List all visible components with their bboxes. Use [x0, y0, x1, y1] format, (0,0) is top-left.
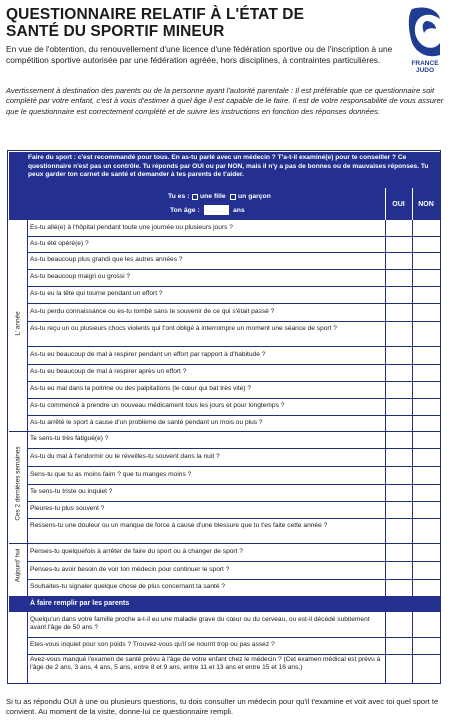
answer-oui-cell[interactable]	[386, 501, 412, 517]
row-divider	[27, 303, 440, 304]
answer-non-cell[interactable]	[413, 346, 440, 363]
question-text: Penses-tu quelquefois à arrêter de faire du sport ou à changer de sport ?	[30, 547, 243, 555]
answer-non-cell[interactable]	[413, 612, 440, 636]
ans-label: ans	[233, 207, 245, 214]
question-text: As-tu été opéré(e) ?	[30, 239, 89, 247]
question-text: As-tu perdu connaissance ou es-tu tombé sans te souvenir de ce qui s'était passé ?	[30, 307, 275, 315]
answer-non-cell[interactable]	[413, 321, 440, 345]
row-divider	[27, 415, 440, 416]
row-divider	[27, 637, 440, 638]
row-divider	[27, 561, 440, 562]
question-text: As-tu eu mal dans la poitrine ou des palpitations (le cœur qui bat très vite) ?	[30, 385, 252, 393]
answer-oui-cell[interactable]	[386, 381, 412, 397]
answer-oui-cell[interactable]	[386, 346, 412, 363]
answer-non-cell[interactable]	[413, 431, 440, 447]
question-text: Pleures-tu plus souvent ?	[30, 505, 105, 513]
answer-non-cell[interactable]	[413, 501, 440, 517]
answer-non-cell[interactable]	[413, 286, 440, 302]
answer-non-cell[interactable]	[413, 236, 440, 251]
answer-non-cell[interactable]	[413, 518, 440, 542]
answer-non-cell[interactable]	[413, 415, 440, 430]
answer-oui-cell[interactable]	[386, 579, 412, 595]
answer-non-cell[interactable]	[413, 543, 440, 560]
row-divider	[27, 466, 440, 467]
footer-note: Si tu as répondu OUI à une ou plusieurs questions, tu dois consulter un médecin pour qu'il t'examine et voit avec toi quel sport te convient. Au moment de la visite, donne-lui ce questionnaire rempli.	[6, 697, 439, 716]
tu-es-label: Tu es :	[168, 193, 190, 200]
checkbox-fille[interactable]	[192, 194, 198, 200]
section-separator-1	[9, 431, 28, 432]
row-divider	[27, 501, 440, 502]
col-non-label: NON	[418, 201, 434, 208]
answer-non-cell[interactable]	[413, 561, 440, 578]
answer-non-cell[interactable]	[413, 269, 440, 285]
row-divider	[27, 381, 440, 382]
row-divider	[27, 683, 440, 684]
question-text: As-tu reçu un ou plusieurs chocs violents qui t'ont obligé à interrompre un moment une séance de sport ?	[30, 325, 337, 333]
row-divider	[27, 321, 440, 322]
parent-warning: Avertissement à destination des parents ou de la personne ayant l'autorité parentale : Il est préférable que ce questionnaire soit complété par votre enfant, c'est à vous d'estimer à quel âge il est capable de le faire. Il est de votre responsabilité de vous assurer que le questionnaire est correctement complété et de suivre les instructions en fonction des réponses données.	[6, 86, 444, 116]
answer-non-cell[interactable]	[413, 381, 440, 397]
section-label-semaines: Ces 2 dernières semaines	[14, 446, 22, 521]
answer-oui-cell[interactable]	[386, 448, 412, 465]
answer-oui-cell[interactable]	[386, 561, 412, 578]
question-text: Es-tu allé(e) à l'hôpital pendant toute une journée ou plusieurs jours ?	[30, 223, 233, 231]
row-divider	[27, 236, 440, 237]
question-text: Quelqu'un dans votre famille proche a-t-il eu une maladie grave du cœur ou du cerveau, ou est-il décédé subitement avant l'âge de 50 ans ?	[30, 616, 370, 632]
question-text: Penses-tu avoir besoin de voir ton médecin pour continuer le sport ?	[30, 565, 230, 573]
checkbox-garcon[interactable]	[230, 194, 236, 200]
col-oui-label: OUI	[392, 201, 405, 208]
title-line-2: SANTÉ DU SPORTIF MINEUR	[6, 23, 225, 40]
question-text: As-tu beaucoup maigri ou grossi ?	[30, 273, 131, 281]
answer-non-cell[interactable]	[413, 654, 440, 682]
page-title	[6, 6, 406, 40]
intro-text: En vue de l'obtention, du renouvellement d'une licence d'une fédération sportive ou de l'inscription à une compétition sportive autorisée par une fédération agréée, hors disciplines, à contraintes particulières.	[6, 44, 393, 65]
answer-non-cell[interactable]	[413, 303, 440, 320]
row-divider	[27, 269, 440, 270]
answer-oui-cell[interactable]	[386, 612, 412, 636]
section-separator-2	[9, 543, 28, 544]
row-divider	[27, 543, 440, 544]
question-text: Avez-vous manqué l'examen de santé prévu à l'âge de votre enfant chez le médecin ? (Cet examen médical est prévu à l'âge de 2 ans, 3 ans, 4 ans, 5 ans, entre 8 et 9 ans, entre 11 et 13 ans et entre 15 et 16 ans.)	[30, 656, 381, 672]
question-text: As-tu eu beaucoup de mal à respirer après un effort ?	[30, 368, 187, 376]
answer-oui-cell[interactable]	[386, 543, 412, 560]
row-divider	[27, 398, 440, 399]
title-line-1: QUESTIONNAIRE RELATIF À L'ÉTAT DE	[6, 6, 305, 23]
answer-oui-cell[interactable]	[386, 269, 412, 285]
row-divider	[27, 252, 440, 253]
table-header-text: Faire du sport : c'est recommandé pour tous. En as-tu parlé avec un médecin ? T'a-t-il examiné(e) pour te conseiller ? Ce questionnaire n'est pas un contrôle. Tu réponds par OUI ou par NON, mais il n'y a pas de bonnes ou de mauvaises réponses. Tu peux garder ton carnet de santé et demander à tes parents de t'aider.	[28, 154, 429, 179]
option-garcon: un garçon	[238, 193, 271, 200]
answer-non-cell[interactable]	[413, 579, 440, 595]
answer-oui-cell[interactable]	[386, 415, 412, 430]
question-text: Te sens-tu très fatigué(e) ?	[30, 435, 109, 443]
answer-oui-cell[interactable]	[386, 484, 412, 500]
answer-oui-cell[interactable]	[386, 236, 412, 251]
question-text: As-tu eu beaucoup de mal à respirer pendant un effort par rapport à d'habitude ?	[30, 350, 266, 358]
answer-oui-cell[interactable]	[386, 303, 412, 320]
answer-non-cell[interactable]	[413, 364, 440, 380]
section-label-aujourdhui: Aujourd' hui	[14, 548, 22, 583]
row-divider	[27, 346, 440, 347]
answer-non-cell[interactable]	[413, 637, 440, 653]
row-divider	[27, 364, 440, 365]
answer-oui-cell[interactable]	[386, 398, 412, 414]
ton-age-label: Ton âge :	[170, 207, 200, 214]
row-divider	[27, 286, 440, 287]
answer-oui-cell[interactable]	[386, 321, 412, 345]
row-divider	[27, 654, 440, 655]
answer-non-cell[interactable]	[413, 484, 440, 500]
answer-non-cell[interactable]	[413, 466, 440, 483]
question-text: Te sens-tu triste ou inquiet ?	[30, 488, 113, 496]
question-text: As-tu eu la tête qui tourne pendant un effort ?	[30, 290, 163, 298]
question-text: Sens-tu que tu as moins faim ? que tu manges moins ?	[30, 470, 192, 478]
option-fille: une fille	[200, 193, 226, 200]
parents-header-label: À faire remplir par les parents	[30, 600, 130, 607]
row-divider	[27, 579, 440, 580]
age-input[interactable]	[204, 205, 229, 215]
question-text: As-tu beaucoup plus grandi que les autres années ?	[30, 256, 183, 264]
answer-oui-cell[interactable]	[386, 286, 412, 302]
answer-oui-cell[interactable]	[386, 637, 412, 653]
answer-oui-cell[interactable]	[386, 364, 412, 380]
answer-non-cell[interactable]	[413, 398, 440, 414]
answer-oui-cell[interactable]	[386, 252, 412, 268]
answer-non-cell[interactable]	[413, 252, 440, 268]
row-divider	[27, 448, 440, 449]
answer-oui-cell[interactable]	[386, 518, 412, 542]
question-text: As-tu du mal à t'endormir ou te réveilles-tu souvent dans la nuit ?	[30, 452, 220, 460]
logo-text: FRANCE JUDO	[411, 60, 439, 74]
question-text: As-tu commencé à prendre un nouveau médicament tous les jours et pour longtemps ?	[30, 402, 285, 410]
question-text: As-tu arrêté le sport à cause d'un problème de santé pendant un mois ou plus ?	[30, 418, 263, 426]
question-text: Etes-vous inquiet pour son poids ? Trouvez-vous qu'il se nourrit trop ou pas assez ?	[30, 641, 275, 649]
answer-oui-cell[interactable]	[386, 654, 412, 682]
row-divider	[27, 484, 440, 485]
row-divider	[27, 518, 440, 519]
row-divider	[27, 431, 440, 432]
answer-oui-cell[interactable]	[386, 431, 412, 447]
answer-oui-cell[interactable]	[386, 220, 412, 235]
answer-oui-cell[interactable]	[386, 466, 412, 483]
answer-non-cell[interactable]	[413, 448, 440, 465]
section-label-annee: L' année	[14, 311, 22, 336]
question-text: Ressens-tu une douleur ou un manque de force à cause d'une blessure que tu t'es faite cette année ?	[30, 522, 328, 530]
answer-non-cell[interactable]	[413, 220, 440, 235]
question-text: Souhaites-tu signaler quelque chose de plus concernant ta santé ?	[30, 583, 226, 591]
france-judo-logo-icon	[402, 3, 448, 61]
